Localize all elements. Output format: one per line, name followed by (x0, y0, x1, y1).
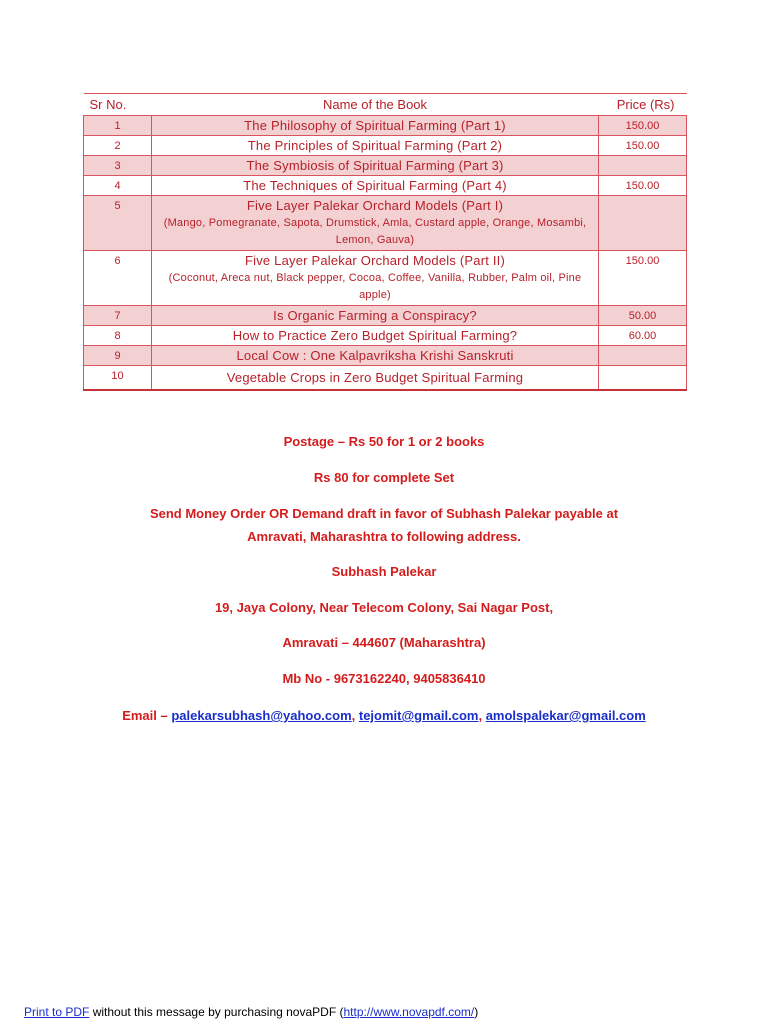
row-price (599, 346, 687, 366)
book-title: Is Organic Farming a Conspiracy? (273, 308, 477, 323)
email-link-tejomit[interactable]: tejomit@gmail.com (358, 708, 479, 723)
row-price: 150.00 (599, 136, 687, 156)
book-title: Five Layer Palekar Orchard Models (Part II) (244, 253, 506, 268)
postage-text: Postage – Rs 50 for 1 or 2 books (283, 434, 485, 449)
row-sr-no: 4 (84, 176, 152, 196)
row-book-name (152, 366, 599, 390)
header-sr-no: Sr No. (84, 94, 152, 116)
row-book-name (152, 156, 599, 176)
row-sr-no: 8 (84, 326, 152, 346)
address-line1: 19, Jaya Colony, Near Telecom Colony, Sai Nagar Post, (214, 600, 554, 615)
table-header-row (84, 94, 687, 116)
row-price: 150.00 (599, 116, 687, 136)
book-title: Vegetable Crops in Zero Budget Spiritual Farming (226, 370, 524, 385)
email-separator: , (351, 708, 359, 723)
row-price: 50.00 (599, 306, 687, 326)
row-book-name (152, 306, 599, 326)
footer-message: without this message by purchasing novaPDF ( (89, 1005, 344, 1019)
table-row (84, 116, 687, 136)
book-title: How to Practice Zero Budget Spiritual Farming? (232, 328, 518, 343)
table-row (84, 366, 687, 390)
row-sr-no: 3 (84, 156, 152, 176)
footer-close-paren: ) (474, 1005, 479, 1019)
email-link-amolspalekar[interactable]: amolspalekar@gmail.com (485, 708, 646, 723)
row-sr-no: 1 (84, 116, 152, 136)
novapdf-footer (24, 1005, 478, 1019)
row-sr-no: 5 (84, 196, 152, 251)
email-link-palekarsubhash[interactable]: palekarsubhash@yahoo.com (171, 708, 352, 723)
book-title: Local Cow : One Kalpavriksha Krishi Sanskruti (236, 348, 514, 363)
table-row (84, 326, 687, 346)
row-sr-no: 9 (84, 346, 152, 366)
book-title: The Symbiosis of Spiritual Farming (Part 3) (246, 158, 504, 173)
table-row (84, 346, 687, 366)
address-line2: Amravati – 444607 (Maharashtra) (282, 635, 486, 650)
book-price-table (83, 93, 687, 391)
table-row (84, 176, 687, 196)
table-row (84, 306, 687, 326)
row-price: 150.00 (599, 251, 687, 306)
table-row (84, 251, 687, 306)
row-sr-no: 6 (84, 251, 152, 306)
row-book-name (152, 116, 599, 136)
email-separator: , (478, 708, 486, 723)
table-row (84, 196, 687, 251)
table-row (84, 136, 687, 156)
book-title: Five Layer Palekar Orchard Models (Part I) (246, 198, 504, 213)
book-title: The Philosophy of Spiritual Farming (Part 1) (244, 118, 506, 133)
mobile-numbers: Mb No - 9673162240, 9405836410 (282, 671, 486, 686)
row-price (599, 196, 687, 251)
row-price (599, 156, 687, 176)
row-price: 150.00 (599, 176, 687, 196)
print-to-pdf-link[interactable]: Print to PDF (24, 1005, 90, 1019)
row-book-name (152, 326, 599, 346)
complete-set-text: Rs 80 for complete Set (313, 470, 455, 485)
row-sr-no: 7 (84, 306, 152, 326)
row-sr-no: 2 (84, 136, 152, 156)
send-instruction-line2: Amravati, Maharashtra to following address. (247, 529, 521, 544)
row-price (599, 366, 687, 390)
row-book-name (152, 196, 599, 251)
email-label: Email – (122, 708, 172, 723)
book-title: The Techniques of Spiritual Farming (Part 4) (243, 178, 507, 193)
book-subtitle: (Mango, Pomegranate, Sapota, Drumstick, Amla, Custard apple, Orange, Mosambi, Lemon, Gauva) (163, 217, 587, 246)
header-book-name: Name of the Book (152, 94, 599, 116)
row-book-name (152, 176, 599, 196)
book-title: The Principles of Spiritual Farming (Part 2) (247, 138, 503, 153)
row-book-name (152, 136, 599, 156)
contact-name: Subhash Palekar (331, 564, 437, 579)
book-subtitle: (Coconut, Areca nut, Black pepper, Cocoa, Coffee, Vanilla, Rubber, Palm oil, Pine apple) (168, 272, 582, 301)
header-price: Price (Rs) (599, 94, 687, 116)
table-row (84, 156, 687, 176)
send-instruction-line1: Send Money Order OR Demand draft in favor of Subhash Palekar payable at (149, 506, 619, 521)
row-book-name (152, 346, 599, 366)
row-price: 60.00 (599, 326, 687, 346)
row-sr-no: 10 (84, 366, 152, 390)
email-line (0, 708, 768, 723)
novapdf-url-link[interactable]: http://www.novapdf.com/ (343, 1005, 475, 1019)
row-book-name (152, 251, 599, 306)
